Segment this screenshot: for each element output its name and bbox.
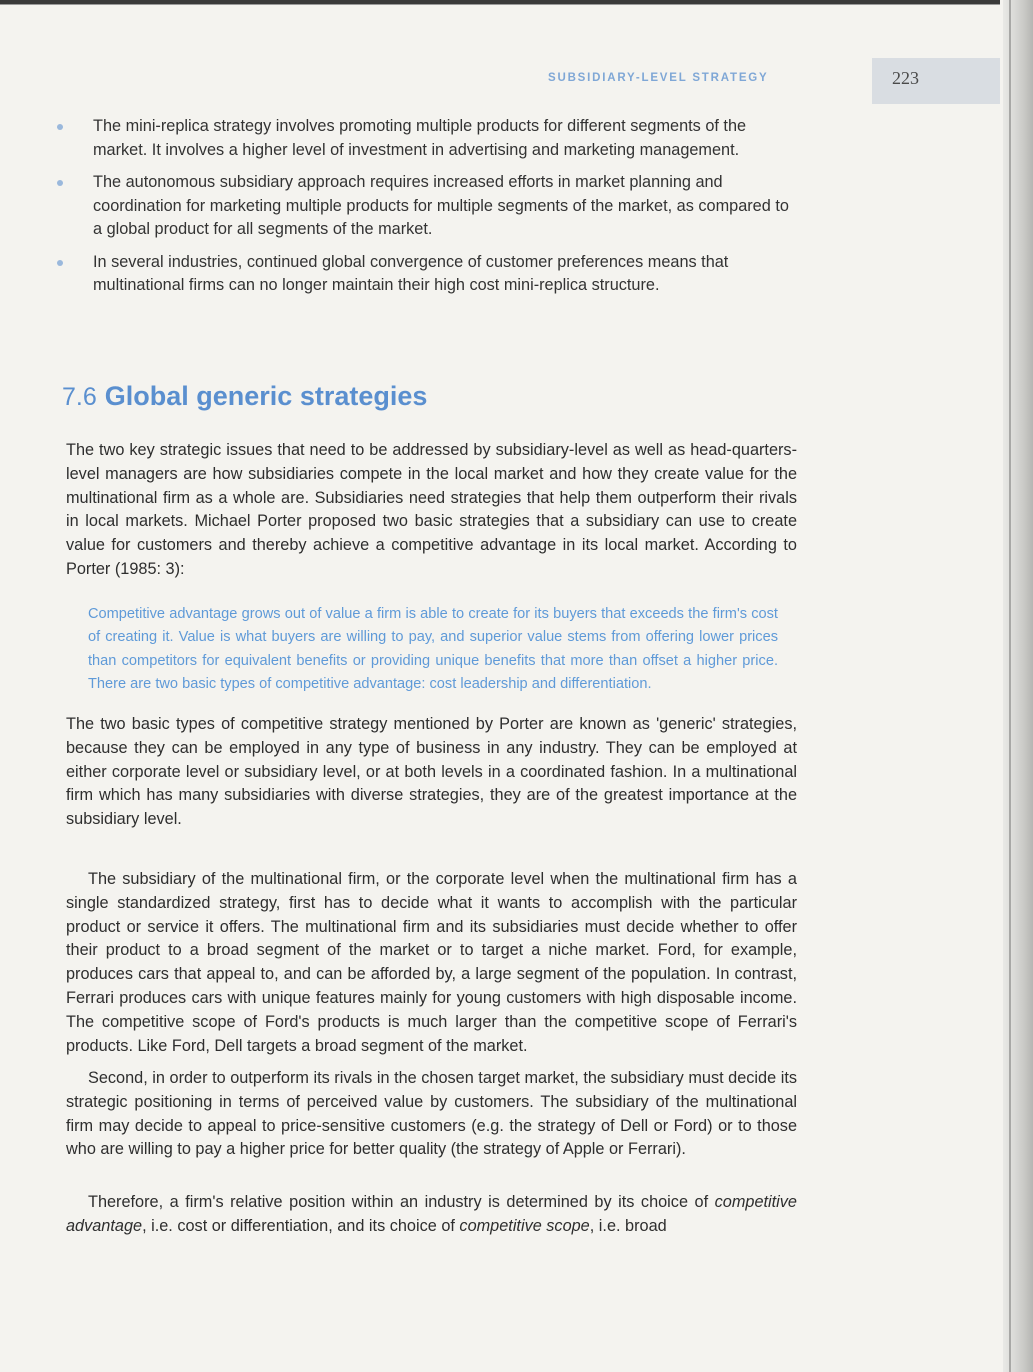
bullet-item [57, 171, 792, 242]
emphasis-competitive-advantage: competitive advantage [66, 1193, 797, 1235]
paragraph-generic-strategies: The two basic types of competitive strategy mentioned by Porter are known as 'generic' strategies, because they can be employed in any type of business in any industry. They can be employed at either corporate level or subsidiary level, or at both levels in a coordinated fashion. In a multinational firm which has many subsidiaries with diverse strategies, they are of the greatest importance at the subsidiary level. [66, 715, 797, 829]
paragraph-relative-position [66, 1191, 797, 1239]
bullet-dot-icon [57, 180, 63, 186]
page-number: 223 [892, 68, 919, 88]
paragraph-text: Therefore, a firm's relative position within an industry is determined by its choice of [88, 1193, 715, 1211]
bullet-text: The mini-replica strategy involves promoting multiple products for different segments of the market. It involves a higher level of investment in advertising and marketing management. [93, 117, 747, 159]
bullet-item [57, 115, 792, 162]
bullet-list [57, 115, 792, 307]
porter-quote: Competitive advantage grows out of value a firm is able to create for its buyers that exceeds the firm's cost of creating it. Value is what buyers are willing to pay, and superior value stems from offering lower prices than competitors for equivalent benefits or providing unique benefits that more than offset a higher price. There are two basic types of competitive advantage: cost leadership and differentiation. [88, 606, 778, 692]
paragraph-intro: The two key strategic issues that need to be addressed by subsidiary-level as well as head-quarters-level managers are how subsidiaries compete in the local market and how they create value for the multinational firm as a whole are. Subsidiaries need strategies that help them outperform their rivals in local markets. Michael Porter proposed two basic strategies that a subsidiary can use to create value for customers and thereby achieve a competitive advantage in its local market. According to Porter (1985: 3): [66, 441, 797, 578]
paragraph-strategic-positioning: Second, in order to outperform its rivals in the chosen target market, the subsidiary must decide its strategic positioning in terms of perceived value by customers. The subsidiary of the multinational firm may decide to appeal to price-sensitive customers (e.g. the strategy of Dell or Ford) or to those who are willing to pay a higher price for better quality (the strategy of Apple or Ferrari). [66, 1069, 797, 1159]
section-title: Global generic strategies [104, 381, 428, 411]
emphasis-competitive-scope: competitive scope [459, 1216, 590, 1235]
section-heading [62, 381, 427, 412]
bullet-item [57, 251, 792, 298]
page-edge-line [1009, 0, 1011, 1372]
paragraph-text: , i.e. cost or differentiation, and its choice of [142, 1216, 460, 1235]
paragraph-text: , i.e. broad [589, 1216, 667, 1235]
bullet-dot-icon [57, 260, 63, 266]
bullet-text: In several industries, continued global convergence of customer preferences means that multinational firms can no longer maintain their high cost mini-replica structure. [93, 252, 729, 294]
paragraph-competitive-scope: The subsidiary of the multinational firm, or the corporate level when the multinational firm has a single standardized strategy, first has to decide what it wants to accomplish with the particular product or service it offers. The multinational firm and its subsidiaries must decide whether to offer their product to a broad segment of the market or to target a niche market. Ford, for example, produces cars that appeal to, and can be afforded by, a large segment of the population. In contrast, Ferrari produces cars with unique features mainly for young customers with high disposable income. The competitive scope of Ford's products is much larger than the competitive scope of Ferrari's products. Like Ford, Dell targets a broad segment of the market. [66, 870, 797, 1055]
bullet-dot-icon [57, 124, 63, 130]
running-head: SUBSIDIARY-LEVEL STRATEGY [548, 72, 769, 84]
bullet-text: The autonomous subsidiary approach requires increased efforts in market planning and coordination for marketing multiple products for multiple segments of the market, as compared to a global product for all segments of the market. [93, 173, 789, 238]
page-edge-shadow [1003, 0, 1033, 1372]
section-number: 7.6 [62, 383, 97, 411]
page-top-rule-shadow [0, 4, 1000, 5]
